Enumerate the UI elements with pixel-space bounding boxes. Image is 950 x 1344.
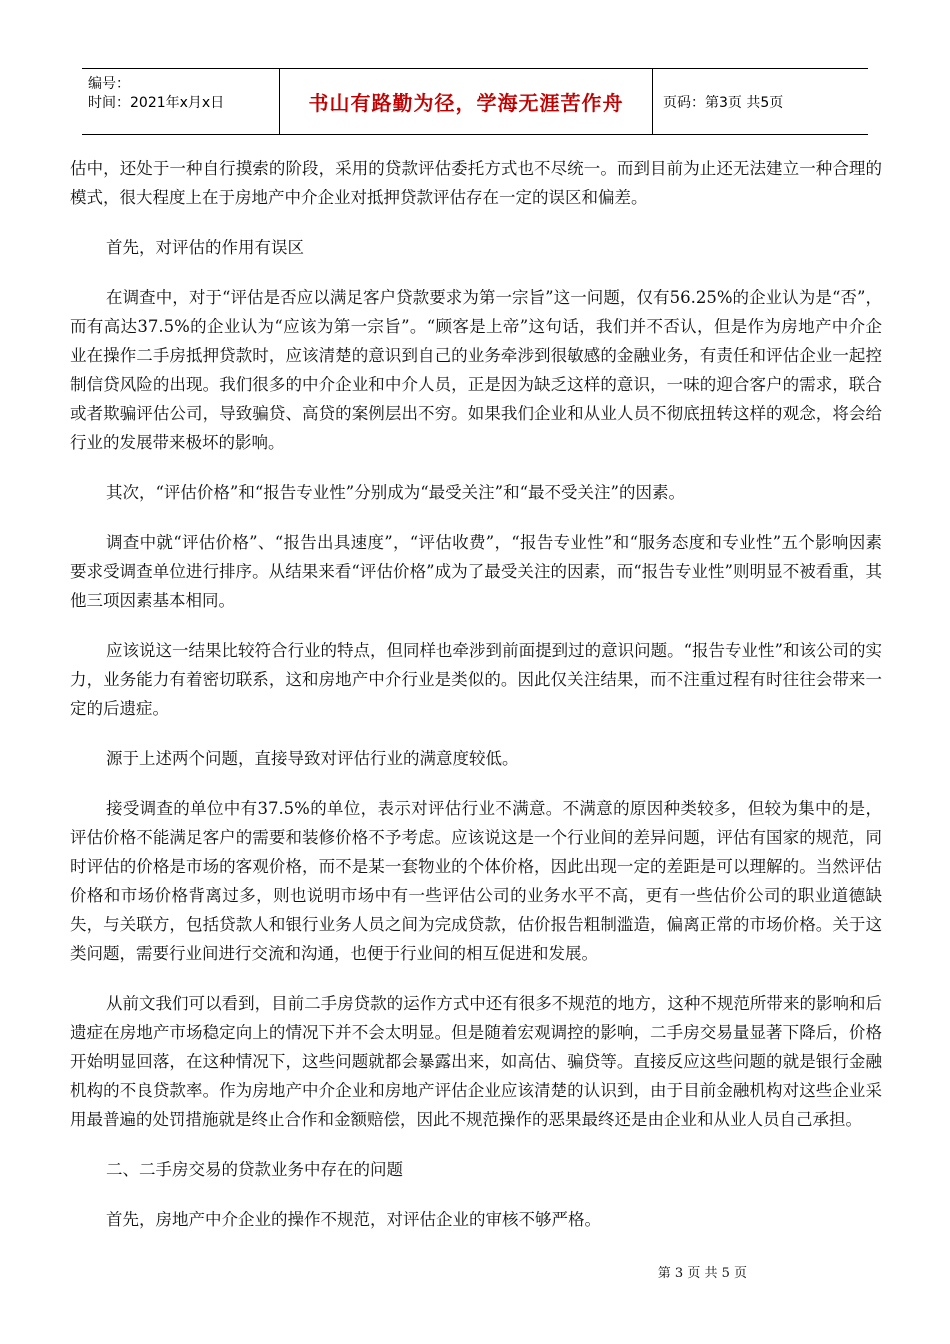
paragraph: 调查中就“评估价格”、“报告出具速度”，“评估收费”，“报告专业性”和“服务态度和专业性”五个影响因素要求受调查单位进行排序。从结果来看“评估价格”成为了最受关注的因素，而“报告专业性”则明显不被看重，其他三项因素基本相同。 [70,533,882,610]
page-footer: 第 3 页 共 5 页 [657,1266,747,1281]
section-heading: 二、二手房交易的贷款业务中存在的问题 [106,1160,403,1179]
header-meta [82,69,279,134]
paragraph: 从前文我们可以看到，目前二手房贷款的运作方式中还有很多不规范的地方，这种不规范所带来的影响和后遗症在房地产市场稳定向上的情况下并不会太明显。但是随着宏观调控的影响，二手房交易量显著下降后，价格开始明显回落，在这种情况下，这些问题就都会暴露出来，如高估、骗贷等。直接反应这些问题的就是银行金融机构的不良贷款率。作为房地产中介企业和房地产评估企业应该清楚的认识到，由于目前金融机构对这些企业采用最普遍的处罚措施就是终止合作和金额赔偿，因此不规范操作的恶果最终还是由企业和从业人员自己承担。 [70,994,882,1129]
document-body [70,154,882,1255]
header-page-label: 页码：第3页 共5页 [663,94,784,111]
paragraph: 估中，还处于一种自行摸索的阶段，采用的贷款评估委托方式也不尽统一。而到目前为止还无法建立一种合理的模式，很大程度上在于房地产中介企业对抵押贷款评估存在一定的误区和偏差。 [70,159,882,207]
paragraph: 源于上述两个问题，直接导致对评估行业的满意度较低。 [106,749,519,768]
document-time-label: 时间：2021年x月x日 [88,95,225,111]
paragraph: 首先，对评估的作用有误区 [106,238,304,257]
header-motto: 书山有路勤为径，学海无涯苦作舟 [279,69,653,134]
page-header [82,68,868,135]
document-number-label: 编号： [88,76,130,92]
paragraph: 应该说这一结果比较符合行业的特点，但同样也牵涉到前面提到过的意识问题。“报告专业性”和该公司的实力，业务能力有着密切联系，这和房地产中介行业是类似的。因此仅关注结果，而不注重过程有时往往会带来一定的后遗症。 [70,641,882,718]
paragraph: 其次，“评估价格”和“报告专业性”分别成为“最受关注”和“最不受关注”的因素。 [106,483,685,502]
paragraph: 在调查中，对于“评估是否应以满足客户贷款要求为第一宗旨”这一问题，仅有56.25%的企业认为是“否”，而有高达37.5%的企业认为“应该为第一宗旨”。“顾客是上帝”这句话，我们并不否认，但是作为房地产中介企业在操作二手房抵押贷款时，应该清楚的意识到自己的业务牵涉到很敏感的金融业务，有责任和评估企业一起控制信贷风险的出现。我们很多的中介企业和中介人员，正是因为缺乏这样的意识，一味的迎合客户的需求，联合或者欺骗评估公司，导致骗贷、高贷的案例层出不穷。如果我们企业和从业人员不彻底扭转这样的观念，将会给行业的发展带来极坏的影响。 [70,288,882,452]
paragraph: 接受调查的单位中有37.5%的单位，表示对评估行业不满意。不满意的原因种类较多，但较为集中的是，评估价格不能满足客户的需要和装修价格不予考虑。应该说这是一个行业间的差异问题，评估有国家的规范，同时评估的价格是市场的客观价格，而不是某一套物业的个体价格，因此出现一定的差距是可以理解的。当然评估价格和市场价格背离过多，则也说明市场中有一些评估公司的业务水平不高，更有一些估价公司的职业道德缺失，与关联方，包括贷款人和银行业务人员之间为完成贷款，估价报告粗制滥造，偏离正常的市场价格。关于这类问题，需要行业间进行交流和沟通，也便于行业间的相互促进和发展。 [70,799,882,963]
paragraph: 首先，房地产中介企业的操作不规范，对评估企业的审核不够严格。 [106,1210,601,1229]
